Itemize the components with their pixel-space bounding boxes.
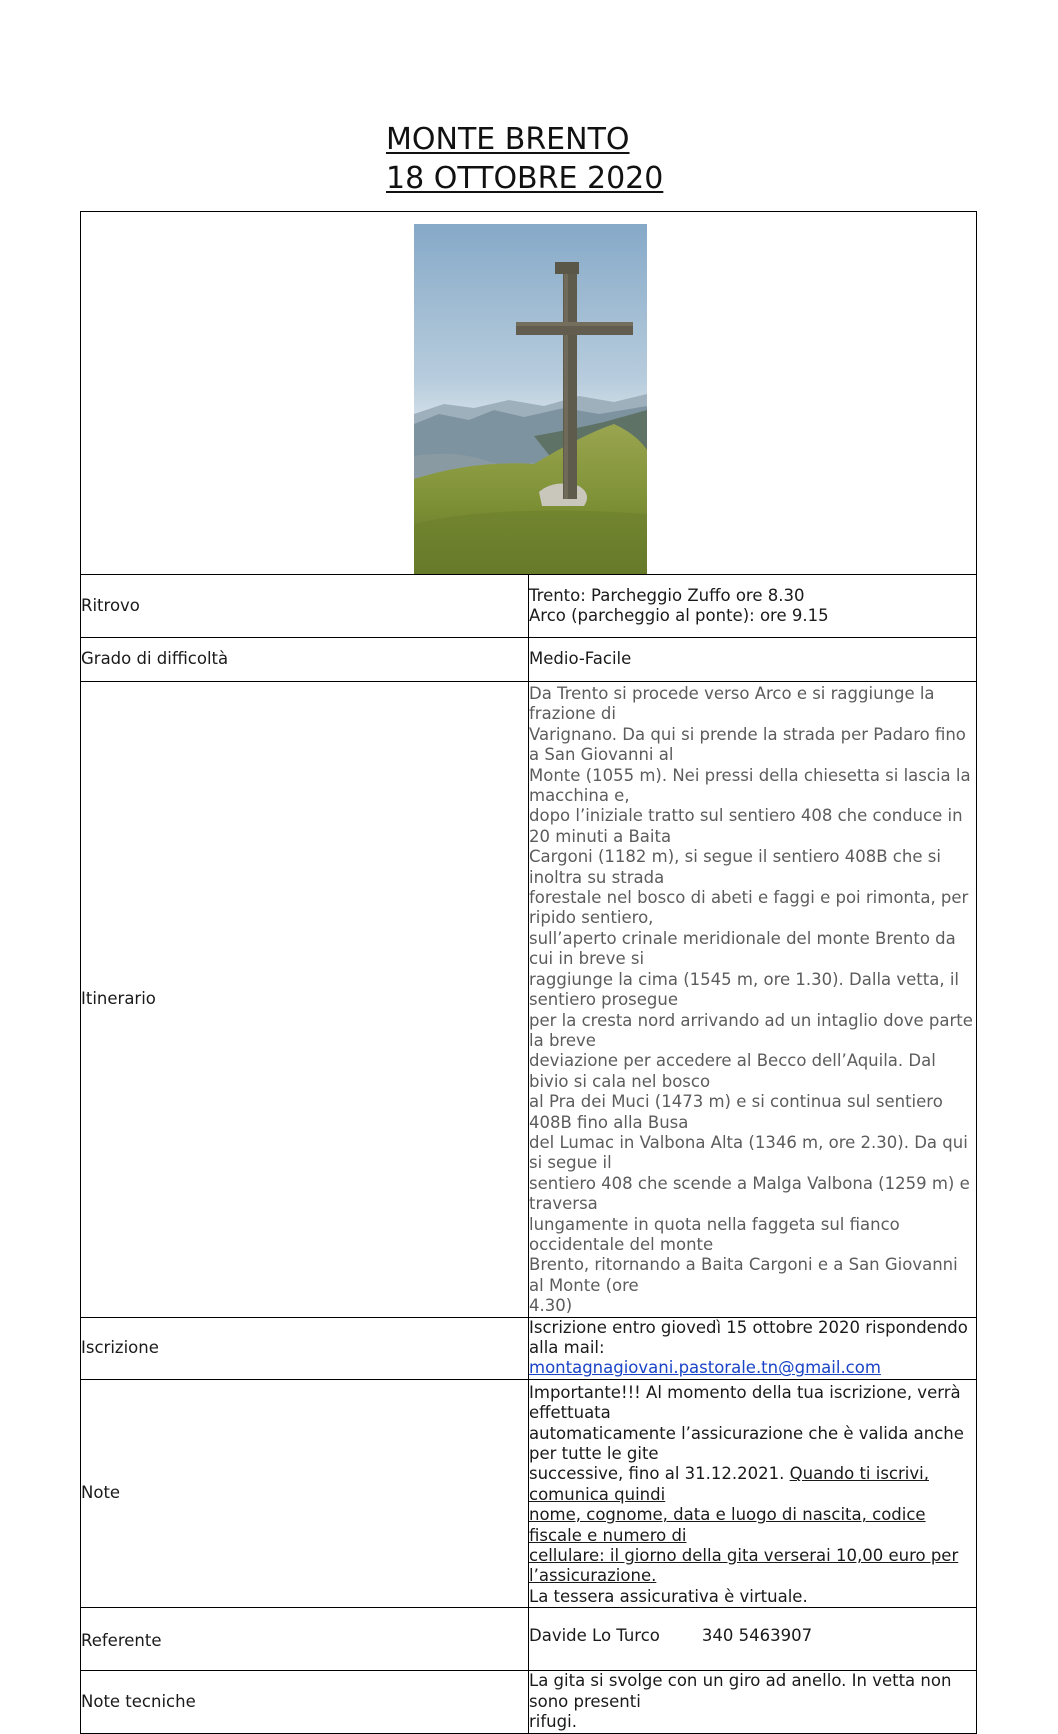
row-difficolta — [81, 638, 977, 682]
label-difficolta: Grado di difficoltà — [81, 638, 529, 682]
row-note — [81, 1379, 977, 1607]
label-itinerario: Itinerario — [81, 682, 529, 1318]
itinerario-line: 4.30) — [529, 1296, 573, 1316]
title-mountain: MONTE BRENTO — [386, 122, 630, 157]
referente-name: Davide Lo Turco — [529, 1626, 660, 1646]
note-line — [529, 1464, 976, 1505]
note-tecniche-line1: La gita si svolge con un giro ad anello. In vetta non sono presenti — [529, 1671, 952, 1711]
note-line — [529, 1546, 976, 1587]
itinerario-line: dopo l’iniziale tratto sul sentiero 408 che conduce in 20 minuti a Baita — [529, 806, 963, 846]
label-ritrovo: Ritrovo — [81, 575, 529, 638]
value-ritrovo — [529, 575, 977, 638]
itinerario-line: al Pra dei Muci (1473 m) e si continua sul sentiero 408B fino alla Busa — [529, 1092, 943, 1132]
value-note-tecniche — [529, 1671, 977, 1733]
value-difficolta: Medio-Facile — [529, 638, 977, 682]
itinerario-line: Brento, ritornando a Baita Cargoni e a San Giovanni al Monte (ore — [529, 1255, 958, 1295]
label-referente: Referente — [81, 1608, 529, 1671]
row-itinerario — [81, 682, 977, 1318]
itinerario-line: lungamente in quota nella faggeta sul fianco occidentale del monte — [529, 1214, 900, 1254]
referente-phone: 340 5463907 — [701, 1626, 813, 1646]
note-text — [529, 1383, 976, 1607]
row-note-tecniche — [81, 1671, 977, 1733]
note-line-text: La tessera assicurativa è virtuale. — [529, 1586, 808, 1606]
note-line — [529, 1587, 976, 1607]
ritrovo-trento: Trento: Parcheggio Zuffo ore 8.30 — [529, 585, 805, 605]
itinerario-line: Cargoni (1182 m), si segue il sentiero 408B che si inoltra su strada — [529, 847, 941, 887]
value-referente — [529, 1608, 977, 1671]
itinerario-line: sentiero 408 che scende a Malga Valbona (1259 m) e traversa — [529, 1173, 970, 1214]
value-note — [529, 1379, 977, 1607]
value-itinerario — [529, 682, 977, 1318]
title-date: 18 OTTOBRE 2020 — [386, 161, 664, 196]
row-iscrizione — [81, 1317, 977, 1379]
itinerario-line: raggiunge la cima (1545 m, ore 1.30). Dalla vetta, il sentiero prosegue — [529, 969, 960, 1010]
note-line-underlined: Quando ti iscrivi, comunica quindi — [529, 1464, 929, 1504]
note-line-underlined: nome, cognome, data e luogo di nascita, codice fiscale e numero di — [529, 1505, 926, 1545]
label-note: Note — [81, 1379, 529, 1607]
note-line — [529, 1424, 976, 1465]
itinerario-text — [529, 684, 976, 1317]
photo-cell — [81, 212, 977, 575]
note-line-text: automaticamente l’assicurazione che è valida anche per tutte le gite — [529, 1423, 964, 1464]
note-line — [529, 1505, 976, 1546]
note-line-text: successive, fino al 31.12.2021. — [529, 1464, 790, 1484]
note-line-text: Importante!!! Al momento della tua iscrizione, verrà effettuata — [529, 1382, 961, 1423]
row-ritrovo — [81, 575, 977, 638]
excursion-table — [80, 211, 977, 1734]
note-line-underlined: cellulare: il giorno della gita verserai 10,00 euro per l’assicurazione. — [529, 1546, 959, 1586]
itinerario-line: Monte (1055 m). Nei pressi della chiesetta si lascia la macchina e, — [529, 765, 971, 806]
itinerario-line: del Lumac in Valbona Alta (1346 m, ore 2.30). Da qui si segue il — [529, 1132, 968, 1173]
itinerario-line: sull’aperto crinale meridionale del monte Brento da cui in breve si — [529, 928, 956, 969]
iscrizione-text: Iscrizione entro giovedì 15 ottobre 2020 rispondendo alla mail: — [529, 1317, 968, 1357]
photo-row — [81, 212, 977, 575]
page-title — [386, 120, 663, 198]
value-iscrizione — [529, 1317, 977, 1379]
itinerario-line: per la cresta nord arrivando ad un intaglio dove parte la breve — [529, 1010, 973, 1050]
note-tecniche-line2: rifugi. — [529, 1712, 577, 1732]
summit-cross-photo — [414, 224, 647, 574]
email-link[interactable]: montagnagiovani.pastorale.tn@gmail.com — [529, 1358, 881, 1378]
ritrovo-arco: Arco (parcheggio al ponte): ore 9.15 — [529, 606, 829, 625]
itinerario-line: deviazione per accedere al Becco dell’Aquila. Dal bivio si cala nel bosco — [529, 1051, 936, 1091]
itinerario-line: Varignano. Da qui si prende la strada per Padaro fino a San Giovanni al — [529, 724, 966, 765]
itinerario-line: forestale nel bosco di abeti e faggi e poi rimonta, per ripido sentiero, — [529, 888, 969, 928]
note-line — [529, 1383, 976, 1424]
label-note-tecniche: Note tecniche — [81, 1671, 529, 1733]
row-referente — [81, 1608, 977, 1671]
label-iscrizione: Iscrizione — [81, 1317, 529, 1379]
itinerario-line: Da Trento si procede verso Arco e si raggiunge la frazione di — [529, 684, 935, 724]
